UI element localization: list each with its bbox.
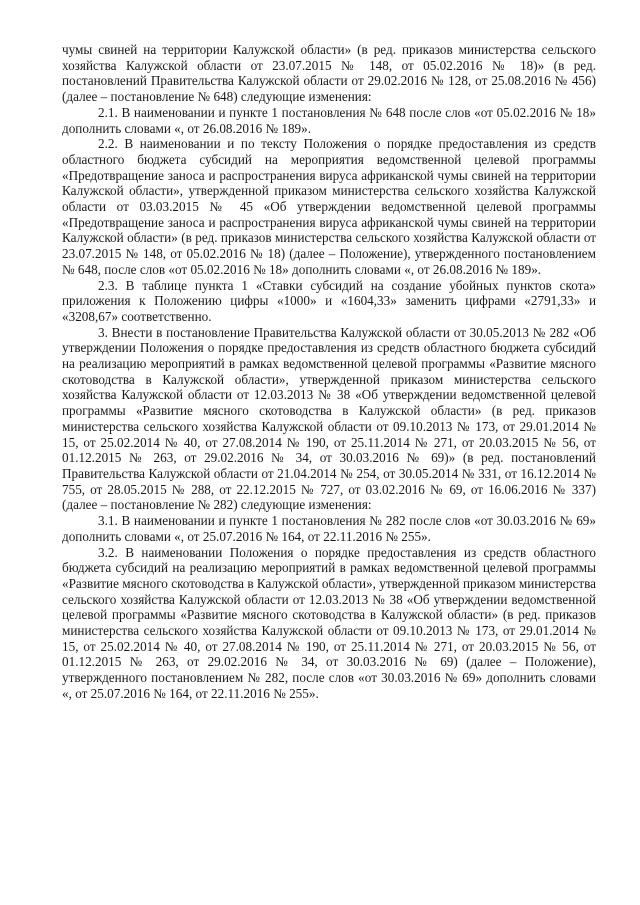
paragraph-2-2: 2.2. В наименовании и по тексту Положения о порядке предоставления из средств областного бюджета субсидий на мероприятия ведомственной целевой программы «Предотвращение заноса и распространения вируса африканской чумы свиней на территории Калужской области», утвержденной приказом министерства сельского хозяйства Калужской области от 03.03.2015 № 45 «Об утверждении ведомственной целевой программы «Предотвращение заноса и распространения вируса африканской чумы свиней на территории Калужской области» (в ред. приказов министерства сельского хозяйства Калужской области от 23.07.2015 № 148, от 05.02.2016 № 18) (далее – Положение), утвержденного постановлением № 648, после слов «от 05.02.2016 № 18» дополнить словами «, от 26.08.2016 № 189».	[62, 136, 596, 277]
paragraph-3-1: 3.1. В наименовании и пункте 1 постановления № 282 после слов «от 30.03.2016 № 69» дополнить словами «, от 25.07.2016 № 164, от 22.11.2016 № 255».	[62, 513, 596, 544]
paragraph-2-3: 2.3. В таблице пункта 1 «Ставки субсидий на создание убойных пунктов скота» приложения к Положению цифры «1000» и «1604,33» заменить цифрами «2791,33» и «3208,67» соответственно.	[62, 277, 596, 324]
paragraph-continuation: чумы свиней на территории Калужской области» (в ред. приказов министерства сельского хозяйства Калужской области от 23.07.2015 № 148, от 05.02.2016 № 18)» (в ред. постановлений Правительства Калужской области от 29.02.2016 № 128, от 25.08.2016 № 456) (далее – постановление № 648) следующие изменения:	[62, 42, 596, 105]
document-body	[62, 42, 596, 702]
paragraph-2-1: 2.1. В наименовании и пункте 1 постановления № 648 после слов «от 05.02.2016 № 18» дополнить словами «, от 26.08.2016 № 189».	[62, 104, 596, 136]
paragraph-3-2: 3.2. В наименовании Положения о порядке предоставления из средств областного бюджета субсидий на реализацию мероприятий в рамках ведомственной целевой программы «Развитие мясного скотоводства в Калужской области», утвержденной приказом министерства сельского хозяйства Калужской области от 12.03.2013 № 38 «Об утверждении ведомственной целевой программы «Развитие мясного скотоводства в Калужской области» (в ред. приказов министерства сельского хозяйства Калужской области от 09.10.2013 № 173, от 29.01.2014 № 15, от 25.02.2014 № 40, от 27.08.2014 № 190, от 25.11.2014 № 271, от 20.03.2015 № 56, от 01.12.2015 № 263, от 29.02.2016 № 34, от 30.03.2016 № 69) (далее – Положение), утвержденного постановлением № 282, после слов «от 30.03.2016 № 69» дополнить словами «, от 25.07.2016 № 164, от 22.11.2016 № 255».	[62, 544, 596, 701]
paragraph-3: 3. Внести в постановление Правительства Калужской области от 30.05.2013 № 282 «Об утверждении Положения о порядке предоставления из средств областного бюджета субсидий на реализацию мероприятий в рамках ведомственной целевой программы «Развитие мясного скотоводства в Калужской области», утвержденной приказом министерства сельского хозяйства Калужской области от 12.03.2013 № 38 «Об утверждении ведомственной целевой программы «Развитие мясного скотоводства в Калужской области» (в ред. приказов министерства сельского хозяйства Калужской области от 09.10.2013 № 173, от 29.01.2014 № 15, от 25.02.2014 № 40, от 27.08.2014 № 190, от 25.11.2014 № 271, от 20.03.2015 № 56, от 01.12.2015 № 263, от 29.02.2016 № 34, от 30.03.2016 № 69)» (в ред. постановлений Правительства Калужской области от 21.04.2014 № 254, от 30.05.2014 № 331, от 16.12.2014 № 755, от 28.05.2015 № 288, от 22.12.2015 № 727, от 03.02.2016 № 69, от 16.06.2016 № 337) (далее – постановление № 282) следующие изменения:	[62, 324, 596, 513]
